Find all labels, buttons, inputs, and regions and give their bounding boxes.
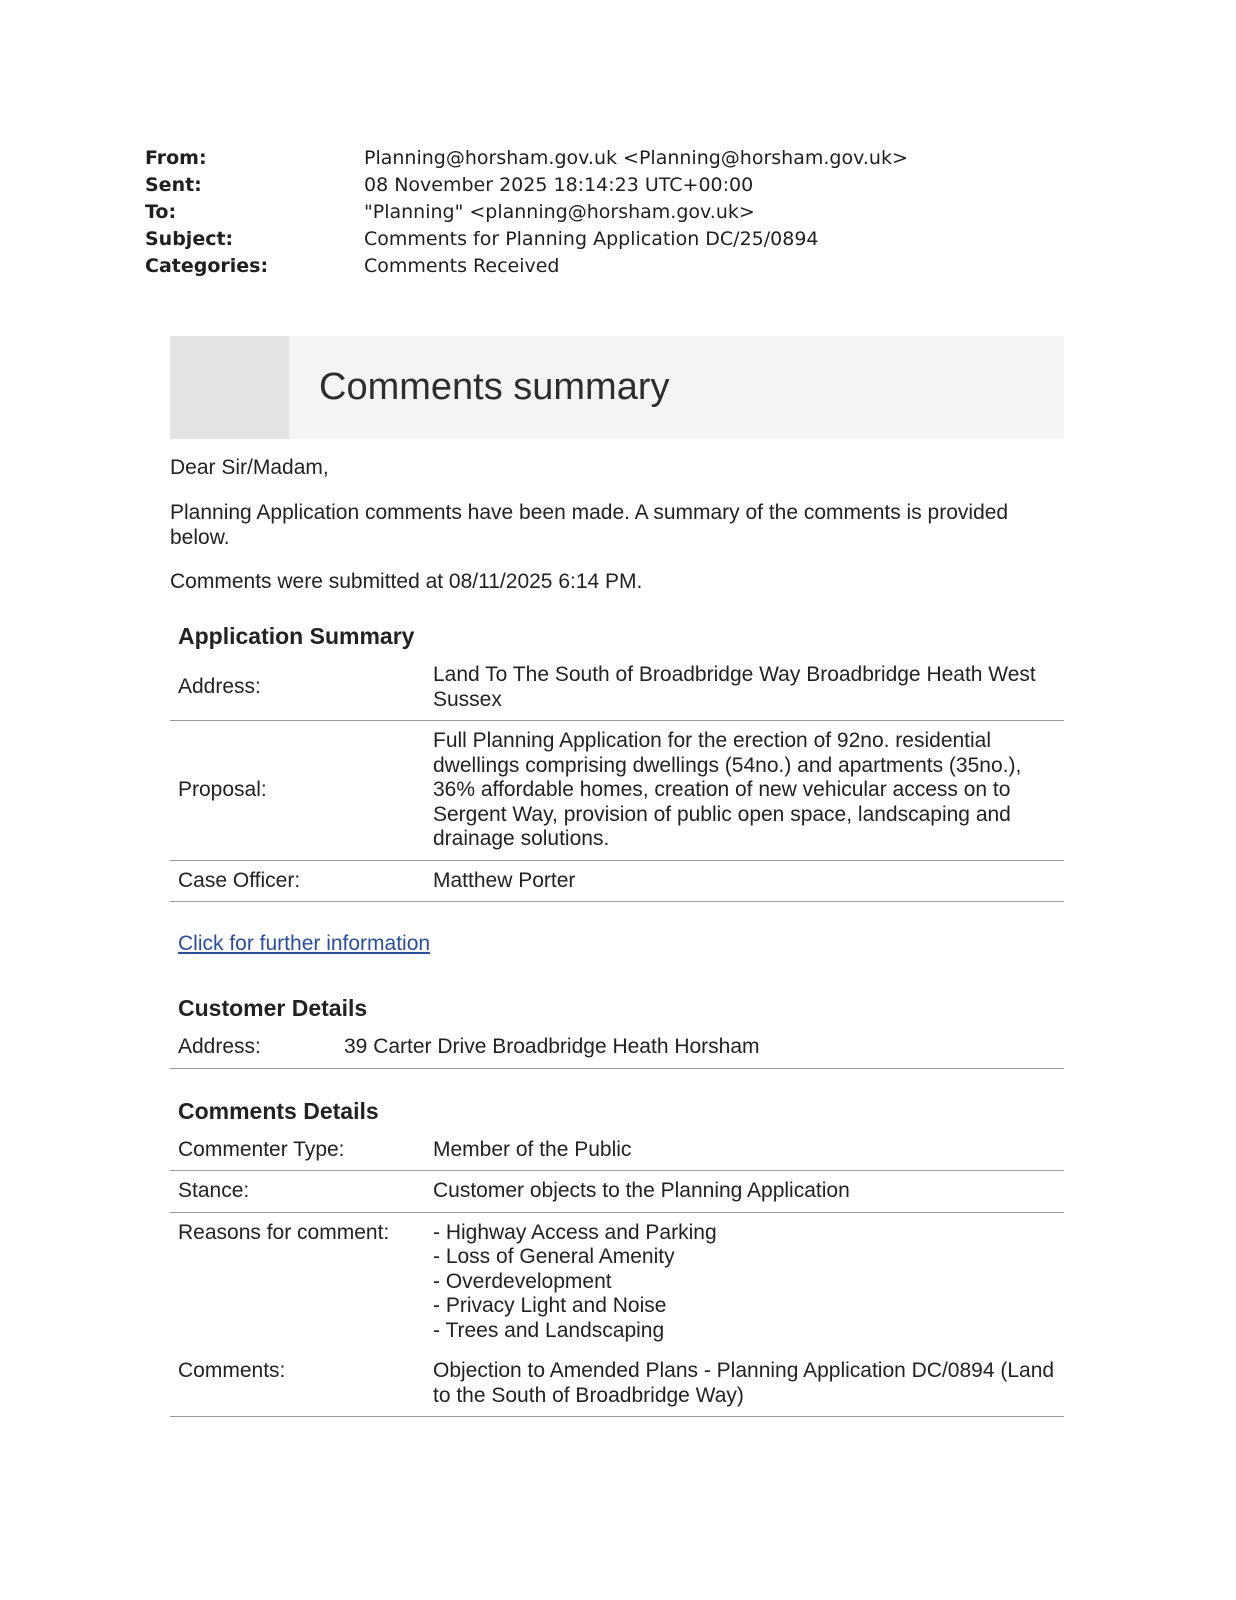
table-row — [170, 655, 1064, 721]
subject-value: Comments for Planning Application DC/25/0894 — [364, 228, 819, 250]
stance-label: Stance: — [170, 1171, 425, 1213]
to-label: To: — [145, 201, 177, 223]
comments-label: Comments: — [170, 1351, 425, 1417]
table-row — [170, 1130, 1064, 1171]
table-row — [170, 860, 1064, 902]
comments-details-table — [170, 1130, 1064, 1418]
list-item: - Trees and Landscaping — [433, 1318, 665, 1342]
reasons-list — [433, 1221, 1056, 1344]
from-value: Planning@horsham.gov.uk <Planning@horsham.gov.uk> — [364, 147, 908, 169]
comments-summary-banner — [170, 336, 1064, 439]
from-label: From: — [145, 147, 207, 169]
intro-text: Planning Application comments have been made. A summary of the comments is provided below. — [170, 501, 1009, 549]
customer-details-table — [170, 1027, 1064, 1069]
commenter-type-value: Member of the Public — [425, 1130, 1064, 1171]
table-row — [170, 1027, 1064, 1068]
to-value: "Planning" <planning@horsham.gov.uk> — [364, 201, 755, 223]
table-row — [170, 1351, 1064, 1417]
proposal-label: Proposal: — [170, 721, 425, 861]
sent-value: 08 November 2025 18:14:23 UTC+00:00 — [364, 174, 754, 196]
subject-row — [145, 226, 1045, 253]
categories-label: Categories: — [145, 255, 269, 277]
categories-value: Comments Received — [364, 255, 560, 277]
list-item: - Loss of General Amenity — [433, 1245, 675, 1268]
banner-logo-placeholder — [170, 336, 289, 439]
customer-address-value: 39 Carter Drive Broadbridge Heath Horsham — [336, 1027, 1064, 1068]
case-officer-label: Case Officer: — [170, 860, 425, 902]
list-item: - Highway Access and Parking — [433, 1220, 717, 1244]
application-summary-title: Application Summary — [178, 623, 415, 649]
to-row — [145, 199, 1045, 226]
sent-row — [145, 172, 1045, 199]
case-officer-value: Matthew Porter — [425, 860, 1064, 902]
banner-title: Comments summary — [319, 366, 670, 408]
categories-row — [145, 253, 1045, 280]
comments-details-title: Comments Details — [178, 1097, 379, 1124]
subject-label: Subject: — [145, 228, 234, 250]
table-row — [170, 721, 1064, 861]
commenter-type-label: Commenter Type: — [170, 1130, 425, 1171]
further-info-container — [170, 931, 1064, 956]
address-label: Address: — [170, 655, 425, 721]
customer-address-label: Address: — [170, 1027, 336, 1068]
address-value: Land To The South of Broadbridge Way Broadbridge Heath West Sussex — [425, 655, 1064, 721]
list-item: - Overdevelopment — [433, 1269, 612, 1293]
reasons-value — [425, 1212, 1064, 1351]
email-header — [145, 145, 1045, 280]
email-body — [170, 455, 1064, 1417]
table-row — [170, 1171, 1064, 1213]
customer-details-title: Customer Details — [178, 995, 368, 1021]
further-information-link[interactable]: Click for further information — [178, 932, 431, 955]
list-item: - Privacy Light and Noise — [433, 1294, 667, 1317]
sent-label: Sent: — [145, 174, 202, 196]
application-summary-table — [170, 655, 1064, 902]
greeting: Dear Sir/Madam, — [170, 456, 329, 479]
reasons-label: Reasons for comment: — [178, 1220, 390, 1244]
proposal-value: Full Planning Application for the erection of 92no. residential dwellings comprising dwellings (54no.) and apartments (35no.), 36% affordable homes, creation of new vehicular access on to Sergent Way, provision of public open space, landscaping and drainage solutions. — [425, 721, 1064, 861]
from-row — [145, 145, 1045, 172]
stance-value: Customer objects to the Planning Application — [425, 1171, 1064, 1213]
submitted-text: Comments were submitted at 08/11/2025 6:14 PM. — [170, 570, 643, 593]
table-row — [170, 1212, 1064, 1351]
comments-value: Objection to Amended Plans - Planning Application DC/0894 (Land to the South of Broadbridge Way) — [425, 1351, 1064, 1417]
